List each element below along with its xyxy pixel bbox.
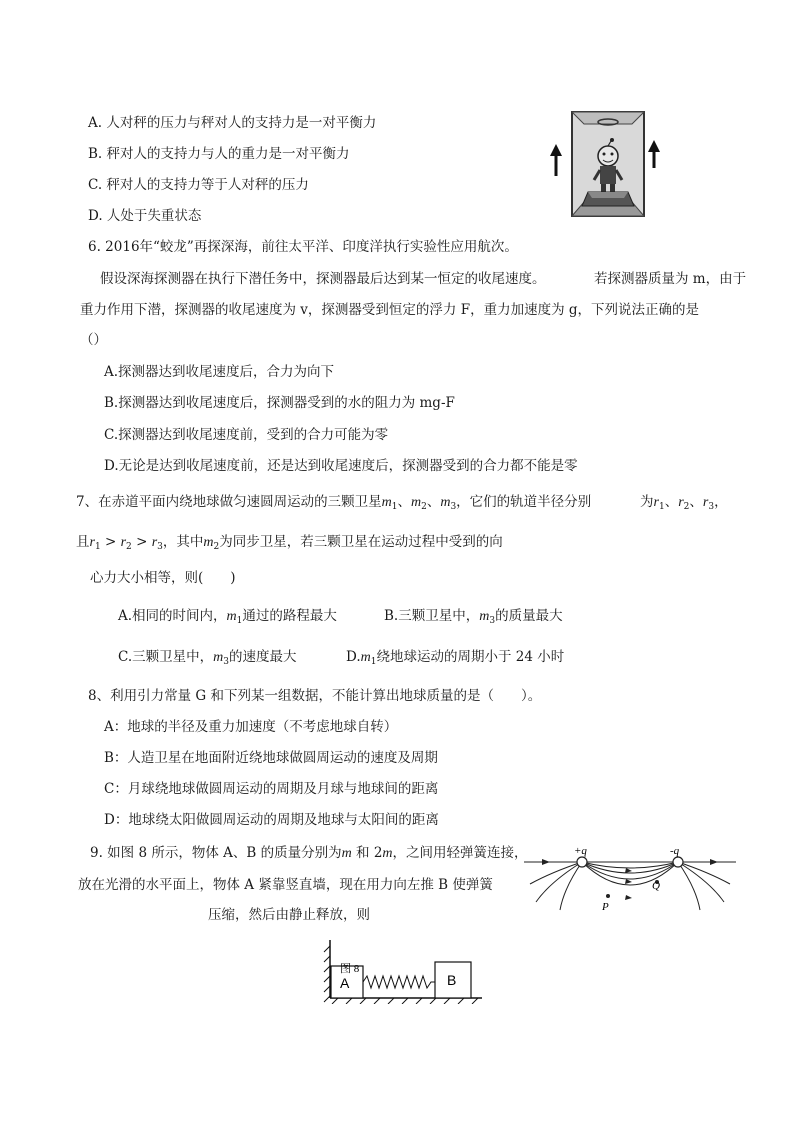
q8-stem: 8、利用引力常量 G 和下列某一组数据，不能计算出地球质量的是（ ）。 <box>88 688 542 704</box>
q9-stem-line1: 9. 如图 8 所示，物体 A、B 的质量分别为m 和 2m，之间用轻弹簧连接， <box>90 845 528 861</box>
q6-option-d: D.无论是达到收尾速度前，还是达到收尾速度后，探测器受到的合力都不能是零 <box>104 458 578 474</box>
q7-option-d: $D.m_1$绕地球运动的周期小于 24 小时 <box>346 649 565 667</box>
field-p-label: P <box>602 901 609 913</box>
block-a-label: A <box>340 975 350 991</box>
q8-option-d: D：地球绕太阳做圆周运动的周期及地球与太阳间的距离 <box>104 812 439 828</box>
q6-stem-line3: 重力作用下潜，探测器的收尾速度为 v，探测器受到恒定的浮力 F，重力加速度为 g，下列说法正确的是 <box>80 302 700 318</box>
figure8-caption: 图 8 <box>340 963 360 975</box>
elevator-scale-figure <box>548 110 670 220</box>
q7-stem-line1: 7、在赤道平面内绕地球做匀速圆周运动的三颗卫星$m_1$、$m_2$、$m_3$，它们的轨道半径分别 <box>76 494 592 512</box>
q7-option-c: C.三颗卫星中，$m_3$的速度最大 <box>118 649 297 667</box>
q5-option-a: A. 人对秤的压力与秤对人的支持力是一对平衡力 <box>88 115 377 131</box>
q7-stem-line1-radii: 为$r_1$、$r_2$、$r_3$， <box>640 494 728 512</box>
q9-stem-line3: 压缩，然后由静止释放，则 <box>208 907 370 923</box>
spring-blocks-figure <box>322 938 484 1004</box>
q5-option-d: D. 人处于失重状态 <box>88 208 202 224</box>
q6-stem-line1: 6. 2016年“蛟龙”再探深海，前往太平洋、印度洋执行实验性应用航次。 <box>88 239 518 255</box>
q7-option-a: A.相同的时间内，$m_1$通过的路程最大 <box>118 608 337 626</box>
q8-option-b: B：人造卫星在地面附近绕地球做圆周运动的速度及周期 <box>104 750 438 766</box>
q7-stem-line2: 且$r_1 > r_2 > r_3$，其中$m_2$为同步卫星，若三颗卫星在运动过程中受到的向 <box>76 534 503 552</box>
q5-option-b: B. 秤对人的支持力与人的重力是一对平衡力 <box>88 146 350 162</box>
q6-stem-line4: （） <box>80 332 107 348</box>
q6-option-b: B.探测器达到收尾速度后，探测器受到的水的阻力为 mg-F <box>104 395 455 411</box>
block-b-label: B <box>447 972 457 988</box>
q9-stem-line2: 放在光滑的水平面上，物体 A 紧靠竖直墙，现在用力向左推 B 使弹簧 <box>78 877 493 893</box>
q6-stem-line2: 假设深海探测器在执行下潜任务中，探测器最后达到某一恒定的收尾速度。 <box>100 271 546 287</box>
q6-stem-line2b: 若探测器质量为 m，由于 <box>594 271 747 287</box>
field-q-label: Q <box>652 880 660 892</box>
q7-option-b: B.三颗卫星中，$m_3$的质量最大 <box>384 608 563 626</box>
q7-stem-line3: 心力大小相等，则( ) <box>90 570 236 586</box>
electric-field-figure <box>522 844 738 914</box>
field-plus-label: +q <box>574 845 587 857</box>
q6-option-c: C.探测器达到收尾速度前，受到的合力可能为零 <box>104 427 389 443</box>
q8-option-a: A：地球的半径及重力加速度（不考虑地球自转） <box>104 719 398 735</box>
field-minus-label: -q <box>670 845 680 857</box>
q6-option-a: A.探测器达到收尾速度后，合力为向下 <box>104 364 335 380</box>
q8-option-c: C：月球绕地球做圆周运动的周期及月球与地球间的距离 <box>104 781 439 797</box>
q5-option-c: C. 秤对人的支持力等于人对秤的压力 <box>88 177 309 193</box>
